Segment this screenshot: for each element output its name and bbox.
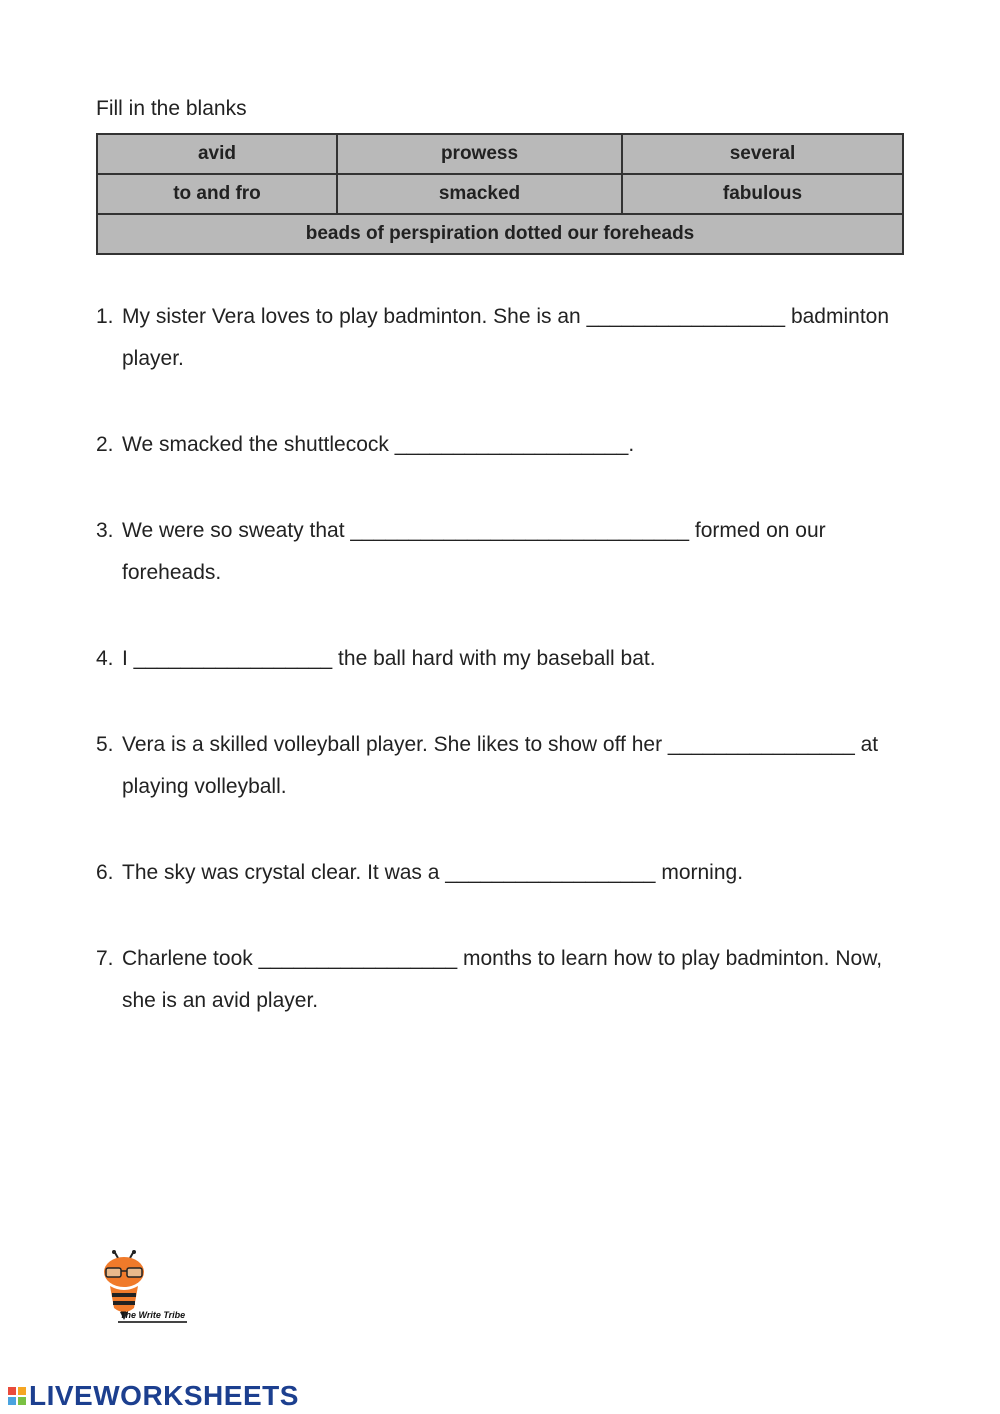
question-number: 5. [96, 733, 114, 756]
question-item [96, 638, 896, 680]
word-cell-phrase: beads of perspiration dotted our foreheads [97, 214, 903, 254]
question-text: We smacked the shuttlecock ____________________. [122, 433, 635, 456]
liveworksheets-footer[interactable] [8, 1378, 299, 1414]
instruction-heading: Fill in the blanks [96, 97, 247, 120]
question-text: I _________________ the ball hard with my baseball bat. [122, 647, 656, 670]
question-item [96, 510, 896, 594]
question-number: 7. [96, 947, 114, 970]
word-cell: several [622, 134, 903, 174]
question-text: Vera is a skilled volleyball player. She likes to show off her ________________ at playing volleyball. [122, 733, 879, 798]
question-number: 4. [96, 647, 114, 670]
word-bank-table [96, 133, 904, 255]
question-item [96, 296, 896, 380]
question-number: 2. [96, 433, 114, 456]
question-list [96, 296, 896, 1066]
footer-brand: LIVEWORKSHEETS [29, 1380, 299, 1411]
word-cell: fabulous [622, 174, 903, 214]
word-bank-row [97, 174, 903, 214]
word-cell: to and fro [97, 174, 337, 214]
liveworksheets-logo-icon [8, 1387, 26, 1405]
word-bank-row [97, 214, 903, 254]
word-cell: smacked [337, 174, 622, 214]
word-cell: avid [97, 134, 337, 174]
question-text: My sister Vera loves to play badminton. She is an _________________ badminton player. [122, 305, 890, 370]
word-cell: prowess [337, 134, 622, 174]
question-item [96, 852, 896, 894]
question-number: 3. [96, 519, 114, 542]
logo-text: The Write Tribe [118, 1310, 187, 1323]
word-bank-row [97, 134, 903, 174]
question-text: We were so sweaty that _____________________________ formed on our foreheads. [122, 519, 826, 584]
question-number: 1. [96, 305, 114, 328]
question-item [96, 424, 896, 466]
question-item [96, 938, 896, 1022]
question-text: Charlene took _________________ months to learn how to play badminton. Now, she is an avid player. [122, 947, 883, 1012]
question-text: The sky was crystal clear. It was a __________________ morning. [122, 861, 744, 884]
question-item [96, 724, 896, 808]
question-number: 6. [96, 861, 114, 884]
